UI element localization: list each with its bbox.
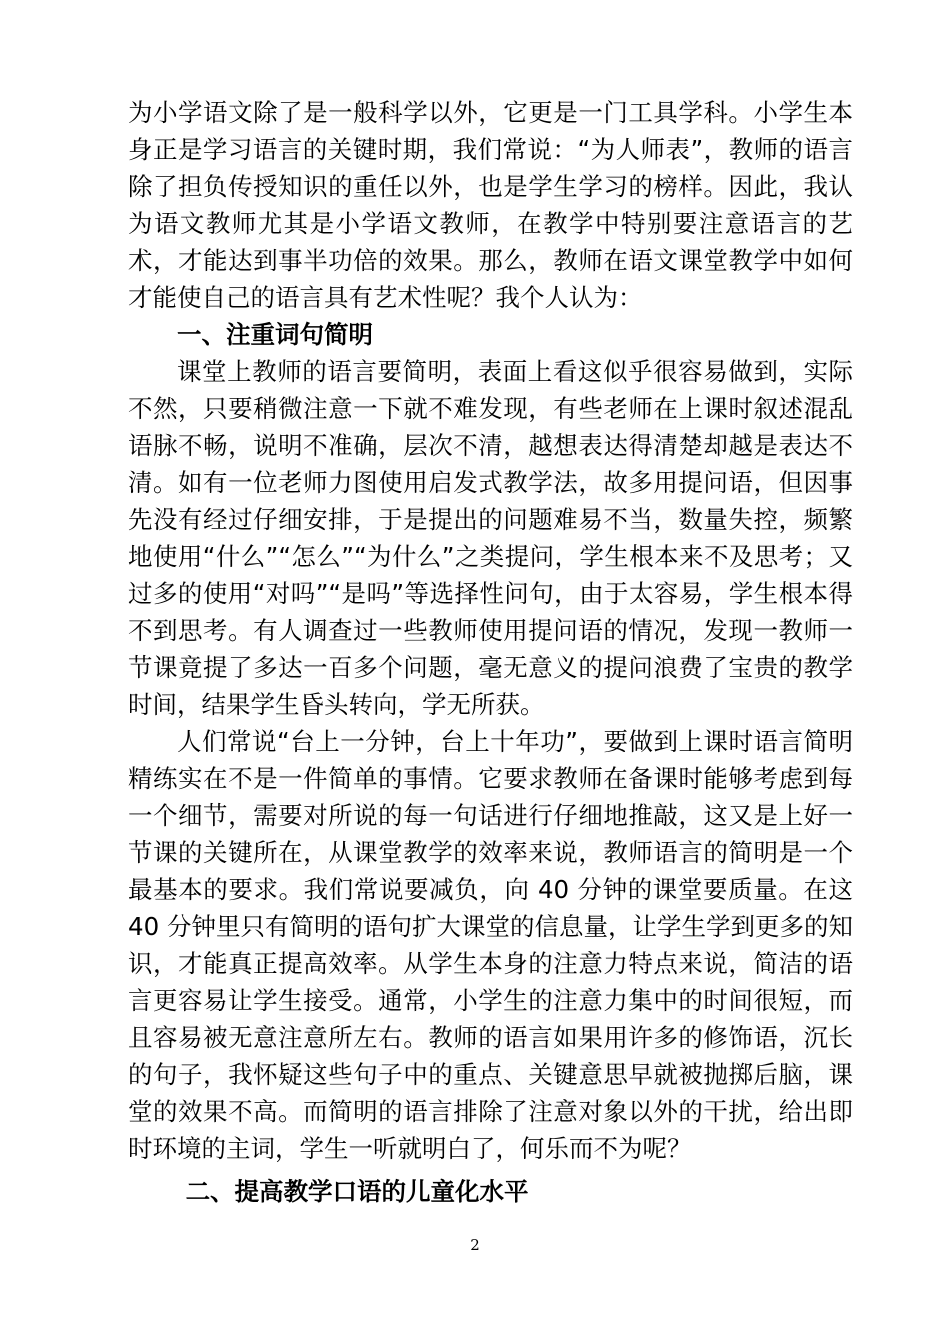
body-paragraph-1: 课堂上教师的语言要简明，表面上看这似乎很容易做到，实际不然，只要稍微注意一下就不难发现，有些老师在上课时叙述混乱语脉不畅，说明不准确，层次不清，越想表达得清楚却越是表达不清。如有一位老师力图使用启发式教学法，故多用提问语，但因事先没有经过仔细安排，于是提出的问题难易不当，数量失控，频繁地使用“什么”“怎么”“为什么”之类提问，学生根本来不及思考；又过多的使用“对吗”“是吗”等选择性问句，由于太容易，学生根本得不到思考。有人调查过一些教师使用提问语的情况，发现一教师一节课竟提了多达一百多个问题，毫无意义的提问浪费了宝贵的教学时间，结果学生昏头转向，学无所获。 <box>128 357 853 719</box>
page-number: 2 <box>470 1236 480 1254</box>
section-heading-1: 一、注重词句简明 <box>177 320 373 349</box>
section-heading-2: 二、提高教学口语的儿童化水平 <box>185 1177 529 1206</box>
document-body <box>128 94 853 1210</box>
body-paragraph-2: 人们常说“台上一分钟，台上十年功”，要做到上课时语言简明精练实在不是一件简单的事情。它要求教师在备课时能够考虑到每一个细节，需要对所说的每一句话进行仔细地推敲，这又是上好一节课的关键所在，从课堂教学的效率来说，教师语言的简明是一个最基本的要求。我们常说要减负，向 40 分钟的课堂要质量。在这 40 分钟里只有简明的语句扩大课堂的信息量，让学生学到更多的知识，才能真正提高效率。从学生本身的注意力特点来说，简洁的语言更容易让学生接受。通常，小学生的注意力集中的时间很短，而且容易被无意注意所左右。教师的语言如果用许多的修饰语，沉长的句子，我怀疑这些句子中的重点、关键意思早就被抛掷后脑，课堂的效果不高。而简明的语言排除了注意对象以外的干扰，给出即时环境的主词，学生一听就明白了，何乐而不为呢？ <box>128 727 853 1163</box>
intro-paragraph: 为小学语文除了是一般科学以外，它更是一门工具学科。小学生本身正是学习语言的关键时期，我们常说：“为人师表”，教师的语言除了担负传授知识的重任以外，也是学生学习的榜样。因此，我认为语文教师尤其是小学语文教师，在教学中特别要注意语言的艺术，才能达到事半功倍的效果。那么，教师在语文课堂教学中如何才能使自己的语言具有艺术性呢？我个人认为： <box>128 98 853 312</box>
